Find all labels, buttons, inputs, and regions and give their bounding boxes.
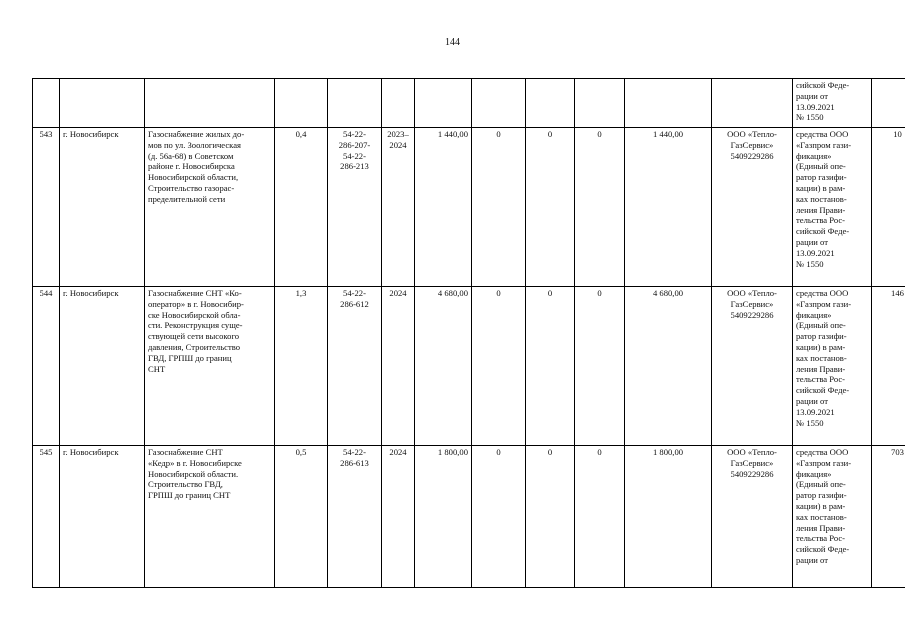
cell-code: 54-22- 286-613 [328, 446, 382, 588]
cell-num: 544 [33, 287, 60, 446]
cell-count: 703 [872, 446, 905, 588]
cell-v3: 0 [575, 128, 625, 287]
cell-city: г. Новосибирск [60, 128, 145, 287]
cell-v4: 1 440,00 [625, 128, 712, 287]
cell-city: г. Новосибирск [60, 287, 145, 446]
cell-years [382, 79, 415, 128]
cell-length: 0,4 [275, 128, 328, 287]
cell-description: Газоснабжение СНТ «Кедр» в г. Новосибирске Новосибирской области. Строительство ГВД, ГРПШ до границ СНТ [145, 446, 275, 588]
cell-length: 1,3 [275, 287, 328, 446]
cell-code: 54-22- 286-207- 54-22- 286-213 [328, 128, 382, 287]
cell-total: 1 800,00 [415, 446, 472, 588]
cell-v2: 0 [526, 446, 575, 588]
cell-operator: ООО «Тепло- ГазСервис» 5409229286 [712, 287, 793, 446]
cell-years: 2024 [382, 287, 415, 446]
cell-total: 1 440,00 [415, 128, 472, 287]
cell-v1 [472, 79, 526, 128]
cell-num: 545 [33, 446, 60, 588]
cell-v3 [575, 79, 625, 128]
cell-basis: средства ООО «Газпром гази- фикация» (Единый опе- ратор газифи- кации) в рам- ках постанов- ления Прави- тельства Рос- сийской Феде- рации от 13.09.2021 № 1550 [793, 287, 872, 446]
cell-count [872, 79, 905, 128]
cell-operator: ООО «Тепло- ГазСервис» 5409229286 [712, 128, 793, 287]
cell-description: Газоснабжение жилых до- мов по ул. Зоологическая (д. 56а-68) в Советском районе г. Новосибирска Новосибирской области, Строительство газорас- пределительной сети [145, 128, 275, 287]
cell-v1: 0 [472, 128, 526, 287]
gas-supply-register-table [32, 78, 905, 588]
cell-description: Газоснабжение СНТ «Ко- оператор» в г. Новосибир- ске Новосибирской обла- сти. Реконструкция суще- ствующей сети высокого давления, Строительство ГВД, ГРПШ до границ СНТ [145, 287, 275, 446]
cell-v4: 4 680,00 [625, 287, 712, 446]
cell-city [60, 79, 145, 128]
cell-length [275, 79, 328, 128]
cell-v1: 0 [472, 287, 526, 446]
page-number: 144 [445, 37, 460, 48]
cell-num [33, 79, 60, 128]
table-row [33, 128, 905, 287]
cell-city: г. Новосибирск [60, 446, 145, 588]
cell-v3: 0 [575, 446, 625, 588]
cell-v3: 0 [575, 287, 625, 446]
cell-v2 [526, 79, 575, 128]
cell-years: 2024 [382, 446, 415, 588]
cell-count: 10 [872, 128, 905, 287]
cell-v1: 0 [472, 446, 526, 588]
cell-code [328, 79, 382, 128]
cell-v2: 0 [526, 287, 575, 446]
cell-description [145, 79, 275, 128]
cell-length: 0,5 [275, 446, 328, 588]
cell-basis: средства ООО «Газпром гази- фикация» (Единый опе- ратор газифи- кации) в рам- ках постанов- ления Прави- тельства Рос- сийской Феде- рации от [793, 446, 872, 588]
table-row [33, 446, 905, 588]
cell-total: 4 680,00 [415, 287, 472, 446]
cell-count: 146 [872, 287, 905, 446]
cell-v4 [625, 79, 712, 128]
cell-total [415, 79, 472, 128]
cell-basis: средства ООО «Газпром гази- фикация» (Единый опе- ратор газифи- кации) в рам- ках постанов- ления Прави- тельства Рос- сийской Феде- рации от 13.09.2021 № 1550 [793, 128, 872, 287]
continuation-row [33, 79, 905, 128]
cell-code: 54-22- 286-612 [328, 287, 382, 446]
cell-operator: ООО «Тепло- ГазСервис» 5409229286 [712, 446, 793, 588]
cell-v4: 1 800,00 [625, 446, 712, 588]
cell-v2: 0 [526, 128, 575, 287]
table-row [33, 287, 905, 446]
cell-operator [712, 79, 793, 128]
cell-basis: сийской Феде- рации от 13.09.2021 № 1550 [793, 79, 872, 128]
cell-num: 543 [33, 128, 60, 287]
cell-years: 2023– 2024 [382, 128, 415, 287]
